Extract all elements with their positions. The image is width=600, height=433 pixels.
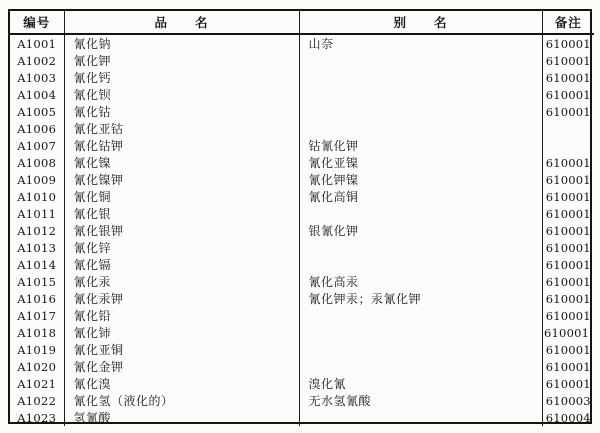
row-name-cell: 氰化铅 — [64, 307, 299, 324]
row-alias-cell: 氰化高汞 — [299, 273, 542, 290]
table-row — [10, 222, 594, 239]
row-remark-cell: 610001' — [542, 324, 594, 341]
row-name-cell: 氰化金钾 — [64, 358, 299, 375]
row-alias-cell — [299, 239, 542, 256]
row-remark-cell: 610001 — [542, 273, 594, 290]
row-id-cell: A1021 — [17, 376, 57, 391]
row-alias-cell — [299, 307, 542, 324]
table-row — [10, 307, 594, 324]
row-name-cell: 氰化铜 — [64, 188, 299, 205]
table-row — [10, 358, 594, 375]
table-row — [10, 290, 594, 307]
row-id-cell: A1017 — [17, 308, 57, 323]
row-remark-cell: 610001 — [542, 86, 594, 103]
row-remark-cell: 610001 — [542, 222, 594, 239]
table-header-row — [10, 11, 594, 34]
row-remark-cell: 610001 — [542, 290, 594, 307]
row-remark-cell: 610003 — [542, 392, 594, 409]
row-id-cell: A1004 — [17, 87, 57, 102]
table-row — [10, 324, 594, 341]
row-name-cell: 氰化钠 — [64, 34, 299, 52]
row-remark-cell: 610001 — [542, 154, 594, 171]
row-id-cell: A1007 — [17, 138, 57, 153]
row-id-cell: A1014 — [17, 257, 57, 272]
row-id-cell: A1008 — [17, 155, 57, 170]
row-name-cell: 氰化钴 — [64, 103, 299, 120]
row-alias-cell — [299, 52, 542, 69]
table-row — [10, 409, 594, 426]
row-name-cell: 氰化镍 — [64, 154, 299, 171]
row-alias-cell — [299, 86, 542, 103]
row-remark-cell: 610001 — [542, 103, 594, 120]
row-name-cell: 氰化汞 — [64, 273, 299, 290]
row-alias-cell — [299, 205, 542, 222]
table-row — [10, 239, 594, 256]
table-row — [10, 341, 594, 358]
row-id-cell: A1001 — [17, 36, 57, 51]
chemicals-table — [10, 11, 594, 426]
row-id-cell: A1022 — [17, 393, 57, 408]
table-row — [10, 120, 594, 137]
table-row — [10, 256, 594, 273]
row-name-cell: 氰化银钾 — [64, 222, 299, 239]
table-row — [10, 188, 594, 205]
table-row — [10, 154, 594, 171]
row-alias-cell: 氰化钾镍 — [299, 171, 542, 188]
row-alias-cell: 山奈 — [299, 34, 542, 52]
row-id-cell: A1005 — [17, 104, 57, 119]
row-alias-cell — [299, 120, 542, 137]
row-name-cell: 氰化钙 — [64, 69, 299, 86]
row-id-cell: A1020 — [17, 359, 57, 374]
row-alias-cell — [299, 256, 542, 273]
row-name-cell: 氰化银 — [64, 205, 299, 222]
row-remark-cell: 610004 — [542, 409, 594, 426]
row-id-cell: A1006 — [17, 121, 57, 136]
row-name-cell: 氰化钴钾 — [64, 137, 299, 154]
row-id-cell: A1012 — [17, 223, 57, 238]
row-remark-cell: 610001 — [542, 375, 594, 392]
row-remark-cell: 610001 — [542, 188, 594, 205]
row-id-cell: A1010 — [17, 189, 57, 204]
row-remark-cell: 610001 — [542, 239, 594, 256]
row-alias-cell: 氰化钾汞；汞氰化钾 — [299, 290, 542, 307]
row-remark-cell: 610001 — [542, 34, 594, 52]
table-row — [10, 171, 594, 188]
row-id-cell: A1009 — [17, 172, 57, 187]
row-name-cell: 氰化亚铜 — [64, 341, 299, 358]
row-alias-cell: 银氰化钾 — [299, 222, 542, 239]
row-alias-cell: 氰化高铜 — [299, 188, 542, 205]
row-remark-cell: 610001 — [542, 307, 594, 324]
table-row — [10, 69, 594, 86]
table-row — [10, 103, 594, 120]
row-remark-cell: 610001 — [542, 171, 594, 188]
row-remark-cell: 610001 — [542, 69, 594, 86]
table-row — [10, 34, 594, 52]
column-header-id: 编号 — [10, 11, 64, 34]
row-name-cell: 氰化氢（液化的） — [64, 392, 299, 409]
row-name-cell: 氰化钡 — [64, 86, 299, 103]
row-name-cell: 氰化镍钾 — [64, 171, 299, 188]
table-row — [10, 375, 594, 392]
row-name-cell: 氰化镉 — [64, 256, 299, 273]
row-alias-cell — [299, 103, 542, 120]
column-header-remark: 备注 — [542, 11, 594, 34]
column-header-alias: 别 名 — [299, 11, 542, 34]
table-row — [10, 205, 594, 222]
table-row — [10, 273, 594, 290]
row-remark-cell: 610001 — [542, 256, 594, 273]
row-id-cell: A1015 — [17, 274, 57, 289]
table-header — [10, 11, 594, 34]
row-name-cell: 氰化锌 — [64, 239, 299, 256]
row-remark-cell: 610001 — [542, 341, 594, 358]
column-header-name: 品 名 — [64, 11, 299, 34]
row-alias-cell — [299, 324, 542, 341]
row-name-cell: 氰化溴 — [64, 375, 299, 392]
row-name-cell: 氢氰酸 — [64, 409, 299, 426]
row-id-cell: A1016 — [17, 291, 57, 306]
row-alias-cell — [299, 409, 542, 426]
row-id-cell: A1013 — [17, 240, 57, 255]
row-id-cell: A1018 — [17, 325, 57, 340]
row-id-cell: A1011 — [17, 206, 57, 221]
row-remark-cell: 610001 — [542, 358, 594, 375]
row-name-cell: 氰化铈 — [64, 324, 299, 341]
row-remark-cell — [542, 120, 594, 137]
row-remark-cell: 610001 — [542, 52, 594, 69]
row-alias-cell: 溴化氰 — [299, 375, 542, 392]
row-id-cell: A1003 — [17, 70, 57, 85]
row-id-cell: A1019 — [17, 342, 57, 357]
row-name-cell: 氰化汞钾 — [64, 290, 299, 307]
table-row — [10, 137, 594, 154]
row-alias-cell: 氰化亚镍 — [299, 154, 542, 171]
table-row — [10, 392, 594, 409]
chemicals-table-frame — [8, 9, 592, 424]
row-name-cell: 氰化亚钴 — [64, 120, 299, 137]
row-alias-cell — [299, 341, 542, 358]
row-remark-cell: 610001 — [542, 205, 594, 222]
table-body — [10, 34, 594, 426]
row-id-cell: A1023 — [17, 410, 57, 425]
table-row — [10, 52, 594, 69]
table-row — [10, 86, 594, 103]
row-remark-cell — [542, 137, 594, 154]
row-name-cell: 氰化钾 — [64, 52, 299, 69]
row-alias-cell: 无水氢氰酸 — [299, 392, 542, 409]
row-id-cell: A1002 — [17, 53, 57, 68]
row-alias-cell — [299, 358, 542, 375]
row-alias-cell — [299, 69, 542, 86]
row-alias-cell: 钴氰化钾 — [299, 137, 542, 154]
